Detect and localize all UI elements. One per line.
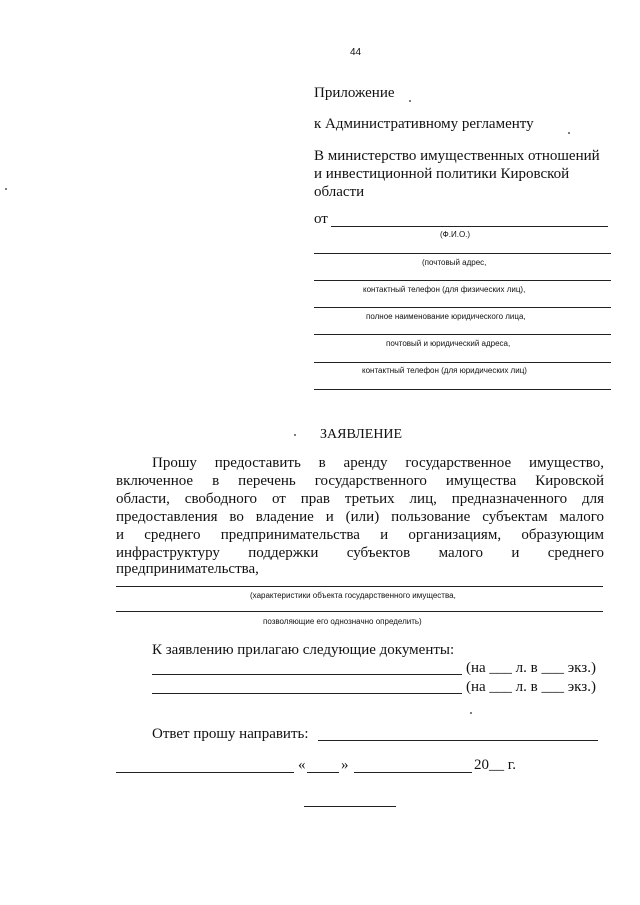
- phone-individual-line[interactable]: [314, 280, 611, 281]
- from-label: от: [314, 211, 328, 227]
- signature-line[interactable]: [116, 772, 294, 773]
- fio-field-line[interactable]: [331, 226, 608, 227]
- document-row-2-line[interactable]: [152, 693, 462, 694]
- reply-field-line[interactable]: [318, 740, 598, 741]
- date-day-line[interactable]: [307, 772, 339, 773]
- statement-body-line-7: предпринимательства,: [116, 561, 259, 577]
- phone-individual-caption: контактный телефон (для физических лиц),: [363, 285, 526, 294]
- legal-address-line[interactable]: [314, 334, 611, 335]
- fio-caption: (Ф.И.О.): [440, 230, 471, 239]
- ministry-line-3: области: [314, 184, 365, 200]
- date-open-quote: «: [298, 757, 306, 773]
- document-row-2-suffix: (на ___ л. в ___ экз.): [466, 679, 596, 695]
- scan-speck: [470, 712, 472, 714]
- document-row-1-line[interactable]: [152, 674, 462, 675]
- statement-body-line-4: предоставления во владение и (или) пользование субъектам малого: [116, 509, 604, 525]
- statement-body-line-5: и среднего предпринимательства и организациям, образующим: [116, 527, 604, 543]
- document-row-1-suffix: (на ___ л. в ___ экз.): [466, 660, 596, 676]
- object-description-line-1[interactable]: [116, 586, 603, 587]
- appendix-heading: Приложение: [314, 85, 395, 101]
- statement-body-line-6: инфраструктуру поддержки субъектов малого и среднего: [116, 545, 604, 561]
- postal-address-line[interactable]: [314, 253, 611, 254]
- phone-legal-line[interactable]: [314, 362, 611, 363]
- statement-body-line-1: Прошу предоставить в аренду государственное имущество,: [152, 455, 604, 471]
- date-year: 20__ г.: [474, 757, 516, 773]
- legal-name-caption: полное наименование юридического лица,: [366, 312, 526, 321]
- date-month-line[interactable]: [354, 772, 472, 773]
- legal-name-line[interactable]: [314, 307, 611, 308]
- scan-speck: [409, 100, 411, 102]
- scan-speck: [294, 434, 296, 436]
- legal-address-caption: почтовый и юридический адреса,: [386, 339, 511, 348]
- scan-speck: [5, 188, 7, 190]
- scan-speck: [568, 132, 570, 134]
- documents-intro: К заявлению прилагаю следующие документы:: [152, 642, 455, 658]
- reply-label: Ответ прошу направить:: [152, 726, 309, 742]
- statement-body-line-2: включенное в перечень государственного имущества Кировской: [116, 473, 604, 489]
- object-caption-1: (характеристики объекта государственного имущества,: [250, 591, 456, 600]
- regulation-reference: к Административному регламенту: [314, 116, 534, 132]
- closing-rule: [304, 806, 396, 807]
- page-number: 44: [350, 47, 362, 58]
- phone-legal-caption: контактный телефон (для юридических лиц): [362, 366, 527, 375]
- applicant-extra-line[interactable]: [314, 389, 611, 390]
- statement-title: ЗАЯВЛЕНИЕ: [320, 427, 403, 442]
- ministry-line-1: В министерство имущественных отношений: [314, 148, 600, 164]
- date-close-quote: »: [341, 757, 349, 773]
- statement-body-line-3: области, свободного от прав третьих лиц, предназначенного для: [116, 491, 604, 507]
- object-description-line-2[interactable]: [116, 611, 603, 612]
- ministry-line-2: и инвестиционной политики Кировской: [314, 166, 570, 182]
- object-caption-2: позволяющие его однозначно определить): [263, 617, 422, 626]
- postal-address-caption: (почтовый адрес,: [422, 258, 487, 267]
